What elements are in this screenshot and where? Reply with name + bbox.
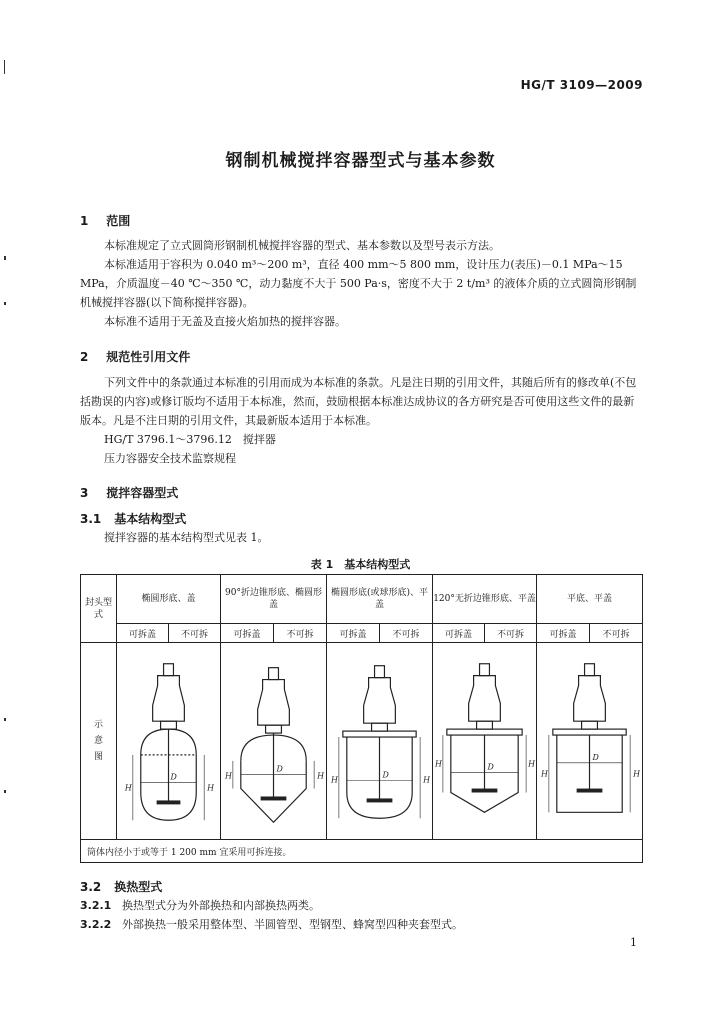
paragraph: 下列文件中的条款通过本标准的引用而成为本标准的条款。凡是注日期的引用文件，其随后所有的修改单(不包括勘误的内容)或修订版均不适用于本标准，然而，鼓励根据本标准达成协议的各方研究是否可使用这些文件的最新版本。凡是不注日期的引用文件，其最新版本适用于本标准。 [80, 376, 637, 427]
section-1-heading [80, 212, 130, 229]
section-number: 2 [80, 350, 89, 364]
page-number: 1 [630, 936, 637, 949]
flat-cover [553, 729, 626, 735]
section-3-1-heading [80, 510, 186, 527]
sub-header-fixed: 不可拆 [485, 624, 537, 643]
section-title: 基本结构型式 [114, 512, 187, 526]
vessel-diagram-flat-top [327, 643, 432, 839]
diagram-flat [537, 643, 643, 840]
sub-header-detachable: 可拆盖 [117, 624, 169, 643]
impeller [577, 789, 603, 793]
mount-flange [372, 723, 388, 731]
dim-h-label: H [124, 783, 132, 793]
diagram-flat-top-ellipsoidal [327, 643, 433, 840]
row-header-cell [81, 575, 117, 643]
drive-unit [364, 678, 396, 724]
dim-h-label: H [633, 769, 641, 779]
column-header: 90°折边锥形底、椭圆形盖 [221, 575, 327, 624]
document-title: 钢制机械搅拌容器型式与基本参数 [225, 151, 496, 171]
dim-h-label: H [435, 759, 442, 769]
drive-unit [258, 680, 290, 726]
sub-header-detachable: 可拆盖 [433, 624, 485, 643]
section-3-2-2 [80, 915, 642, 934]
clause-text: 外部换热一般采用整体型、半圆管型、型钢型、蜂窝型四种夹套型式。 [122, 918, 463, 931]
sub-header-fixed: 不可拆 [169, 624, 221, 643]
standard-number: HG/T 3109—2009 [520, 78, 643, 92]
diagram-cone120 [433, 643, 537, 840]
section-number: 3.1 [80, 512, 102, 526]
paragraph: 本标准规定了立式圆筒形钢制机械搅拌容器的型式、基本参数以及型号表示方法。 [104, 239, 500, 252]
section-3-2-heading [80, 878, 162, 895]
table-note: 筒体内径小于或等于 1 200 mm 宜采用可拆连接。 [81, 840, 643, 863]
diagram-label-cell [81, 643, 117, 840]
column-header: 120°无折边锥形底、平盖 [433, 575, 537, 624]
column-header: 椭圆形底、盖 [117, 575, 221, 624]
diagram-ellipsoidal [117, 643, 221, 840]
flat-cover [343, 731, 416, 737]
mount-flange [266, 725, 282, 733]
sub-header-fixed: 不可拆 [274, 624, 327, 643]
dim-h-label: H [224, 771, 232, 781]
section-2-heading [80, 348, 190, 365]
scan-speck [4, 302, 6, 305]
vessel-diagram-flat [537, 643, 642, 839]
section-3-2-1 [80, 896, 642, 915]
drive-unit [469, 676, 501, 722]
section-number: 3 [80, 486, 89, 500]
impeller [261, 796, 287, 800]
sub-header-fixed: 不可拆 [380, 624, 433, 643]
dim-d-label: D [592, 752, 599, 762]
scan-speck [4, 60, 5, 74]
mount-flange [582, 721, 598, 729]
vessel-diagram-cone90 [221, 643, 326, 839]
sub-header-fixed: 不可拆 [590, 624, 643, 643]
mount-flange [477, 721, 493, 729]
structure-type-table [80, 574, 643, 863]
dim-d-label: D [487, 762, 494, 772]
section-title: 范围 [106, 214, 131, 228]
column-header: 椭圆形底(或球形底)、平盖 [327, 575, 433, 624]
section-number: 3.2 [80, 880, 102, 894]
paragraph: 本标准不适用于无盖及直接火焰加热的搅拌容器。 [104, 315, 346, 328]
scan-speck [4, 256, 6, 260]
impeller [472, 789, 498, 793]
sub-header-detachable: 可拆盖 [327, 624, 380, 643]
diagram-cone90 [221, 643, 327, 840]
vessel-diagram-cone120 [433, 643, 536, 839]
clause-number: 3.2.2 [80, 918, 112, 931]
section-3-1-text: 搅拌容器的基本结构型式见表 1。 [104, 531, 269, 544]
sub-header-detachable: 可拆盖 [221, 624, 274, 643]
scan-speck [4, 718, 6, 721]
mount-flange [161, 721, 177, 729]
impeller [367, 798, 393, 802]
dim-d-label: D [170, 772, 177, 782]
diagram-label: 示意图 [93, 720, 103, 762]
section-title: 搅拌容器型式 [106, 486, 179, 500]
clause-text: 换热型式分为外部换热和内部换热两类。 [122, 899, 320, 912]
column-header: 平底、平盖 [537, 575, 643, 624]
motor-shaft-top [585, 664, 595, 676]
motor-shaft-top [164, 664, 174, 676]
dim-h-label: H [330, 775, 338, 785]
scan-speck [4, 790, 6, 793]
reference-item: HG/T 3796.1～3796.12 搅拌器 [104, 433, 276, 446]
motor-shaft-top [375, 666, 385, 678]
sub-header-detachable: 可拆盖 [537, 624, 590, 643]
impeller [157, 800, 181, 804]
dim-h-label: H [423, 775, 431, 785]
table-title: 表 1 基本结构型式 [310, 558, 411, 571]
vessel-diagram-ellipsoidal [117, 643, 220, 839]
section-number: 1 [80, 214, 89, 228]
dim-h-label: H [317, 771, 325, 781]
section-title: 规范性引用文件 [106, 350, 191, 364]
motor-shaft-top [269, 668, 279, 680]
dim-h-label: H [207, 783, 215, 793]
head-type-label: 封头型式 [84, 597, 112, 620]
section-title: 换热型式 [114, 880, 163, 894]
section-1-body [80, 236, 642, 331]
drive-unit [574, 676, 606, 722]
drive-unit [153, 676, 185, 722]
reference-item: 压力容器安全技术监察规程 [104, 452, 236, 465]
section-3-heading [80, 484, 178, 501]
paragraph: 本标准适用于容积为 0.040 m³～200 m³，直径 400 mm～5 800 mm，设计压力(表压)－0.1 MPa～15 MPa，介质温度－40 ℃～350 ℃，动力黏度不大于 500 Pa·s，密度不大于 2 t/m³ 的液体介质的立式圆筒形钢制机械搅拌容器(以下简称搅拌容器)。 [80, 258, 637, 309]
dim-d-label: D [382, 770, 389, 780]
dim-h-label: H [528, 759, 536, 769]
dim-d-label: D [276, 764, 283, 774]
clause-number: 3.2.1 [80, 899, 112, 912]
motor-shaft-top [480, 664, 490, 676]
dim-h-label: H [540, 769, 548, 779]
flat-cover [447, 729, 522, 735]
section-2-body [80, 373, 642, 468]
